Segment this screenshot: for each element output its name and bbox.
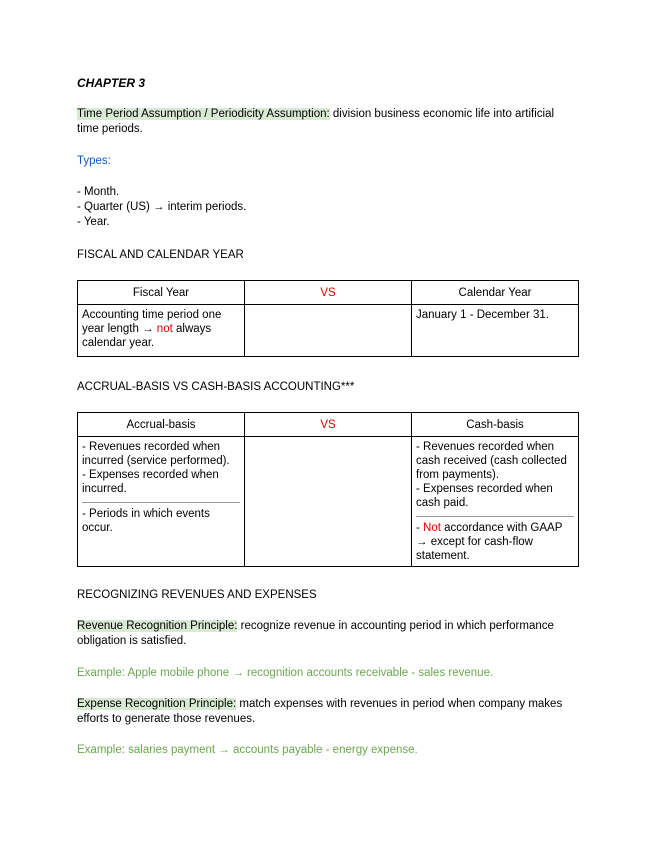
accrual-basis-cell [78, 437, 245, 567]
expense-paragraph [77, 697, 582, 727]
vs-header: VS [245, 281, 412, 305]
types-label: Types: [77, 155, 111, 167]
cash-basis-cell [412, 437, 579, 567]
cell-line: year length → [82, 323, 157, 335]
expense-term: Expense Recognition Principle: [77, 698, 237, 710]
cell-line [416, 521, 574, 535]
time-period-paragraph [77, 107, 582, 137]
revenue-term: Revenue Recognition Principle: [77, 620, 238, 632]
cell-line: → except for cash-flow [416, 536, 533, 548]
recognizing-heading: RECOGNIZING REVENUES AND EXPENSES [77, 589, 317, 601]
cell-line: cash paid. [416, 497, 469, 509]
table-row [78, 305, 579, 357]
dash: - [416, 522, 424, 534]
cell-divider [82, 502, 240, 503]
accrual-heading: ACCRUAL-BASIS VS CASH-BASIS ACCOUNTING*** [77, 381, 355, 393]
chapter-title: CHAPTER 3 [77, 76, 146, 90]
cell-line: from payments). [416, 469, 500, 481]
cell-line: occur. [82, 522, 113, 534]
cell-text: accordance with GAAP [440, 522, 563, 534]
cell-line: - Revenues recorded when [416, 441, 555, 453]
types-item: - Month. [77, 186, 120, 198]
cell-line: - Periods in which events [82, 508, 210, 520]
table-row [78, 437, 579, 567]
fiscal-year-header: Fiscal Year [78, 281, 245, 305]
fiscal-heading: FISCAL AND CALENDAR YEAR [77, 249, 244, 261]
vs-cell [245, 437, 412, 567]
accrual-cash-table [77, 412, 579, 567]
revenue-definition-line2: obligation is satisfied. [77, 635, 187, 647]
revenue-paragraph [77, 619, 582, 649]
cell-line: Accounting time period one [82, 309, 222, 321]
cell-line: cash received (cash collected [416, 455, 567, 467]
expense-definition-line2: efforts to generate those revenues. [77, 713, 256, 725]
calendar-year-header: Calendar Year [412, 281, 579, 305]
cell-line: calendar year. [82, 337, 155, 349]
table-header-row [78, 281, 579, 305]
cell-line: always [172, 323, 212, 335]
not-emphasis: not [156, 323, 173, 335]
cell-line: - Expenses recorded when [82, 469, 219, 481]
cash-basis-header: Cash-basis [412, 413, 579, 437]
fiscal-year-cell [78, 305, 245, 357]
vs-header: VS [245, 413, 412, 437]
cell-line: incurred. [82, 483, 127, 495]
cell-line: - Revenues recorded when [82, 441, 221, 453]
not-emphasis: Not [423, 522, 441, 534]
time-period-term: Time Period Assumption / Periodicity Assumption: [77, 108, 330, 120]
expense-example: Example: salaries payment → accounts payable - energy expense. [77, 744, 418, 756]
table-header-row [78, 413, 579, 437]
vs-cell [245, 305, 412, 357]
calendar-year-cell: January 1 - December 31. [412, 305, 579, 357]
time-period-definition-line2: time periods. [77, 123, 143, 135]
types-list [77, 185, 582, 230]
types-item: - Quarter (US) → interim periods. [77, 201, 247, 213]
expense-definition-line1: match expenses with revenues in period when company makes [236, 698, 563, 710]
cell-line: incurred (service performed). [82, 455, 230, 467]
cell-line: statement. [416, 550, 470, 562]
types-item: - Year. [77, 216, 110, 228]
fiscal-calendar-table [77, 280, 579, 357]
cell-divider [416, 516, 574, 517]
accrual-table-wrapper [77, 412, 582, 567]
accrual-basis-header: Accrual-basis [78, 413, 245, 437]
revenue-example: Example: Apple mobile phone → recognition accounts receivable - sales revenue. [77, 667, 494, 679]
cell-line: - Expenses recorded when [416, 483, 553, 495]
fiscal-table-wrapper [77, 280, 582, 357]
time-period-definition-line1: division business economic life into artificial [329, 108, 555, 120]
revenue-definition-line1: recognize revenue in accounting period in which performance [237, 620, 554, 632]
